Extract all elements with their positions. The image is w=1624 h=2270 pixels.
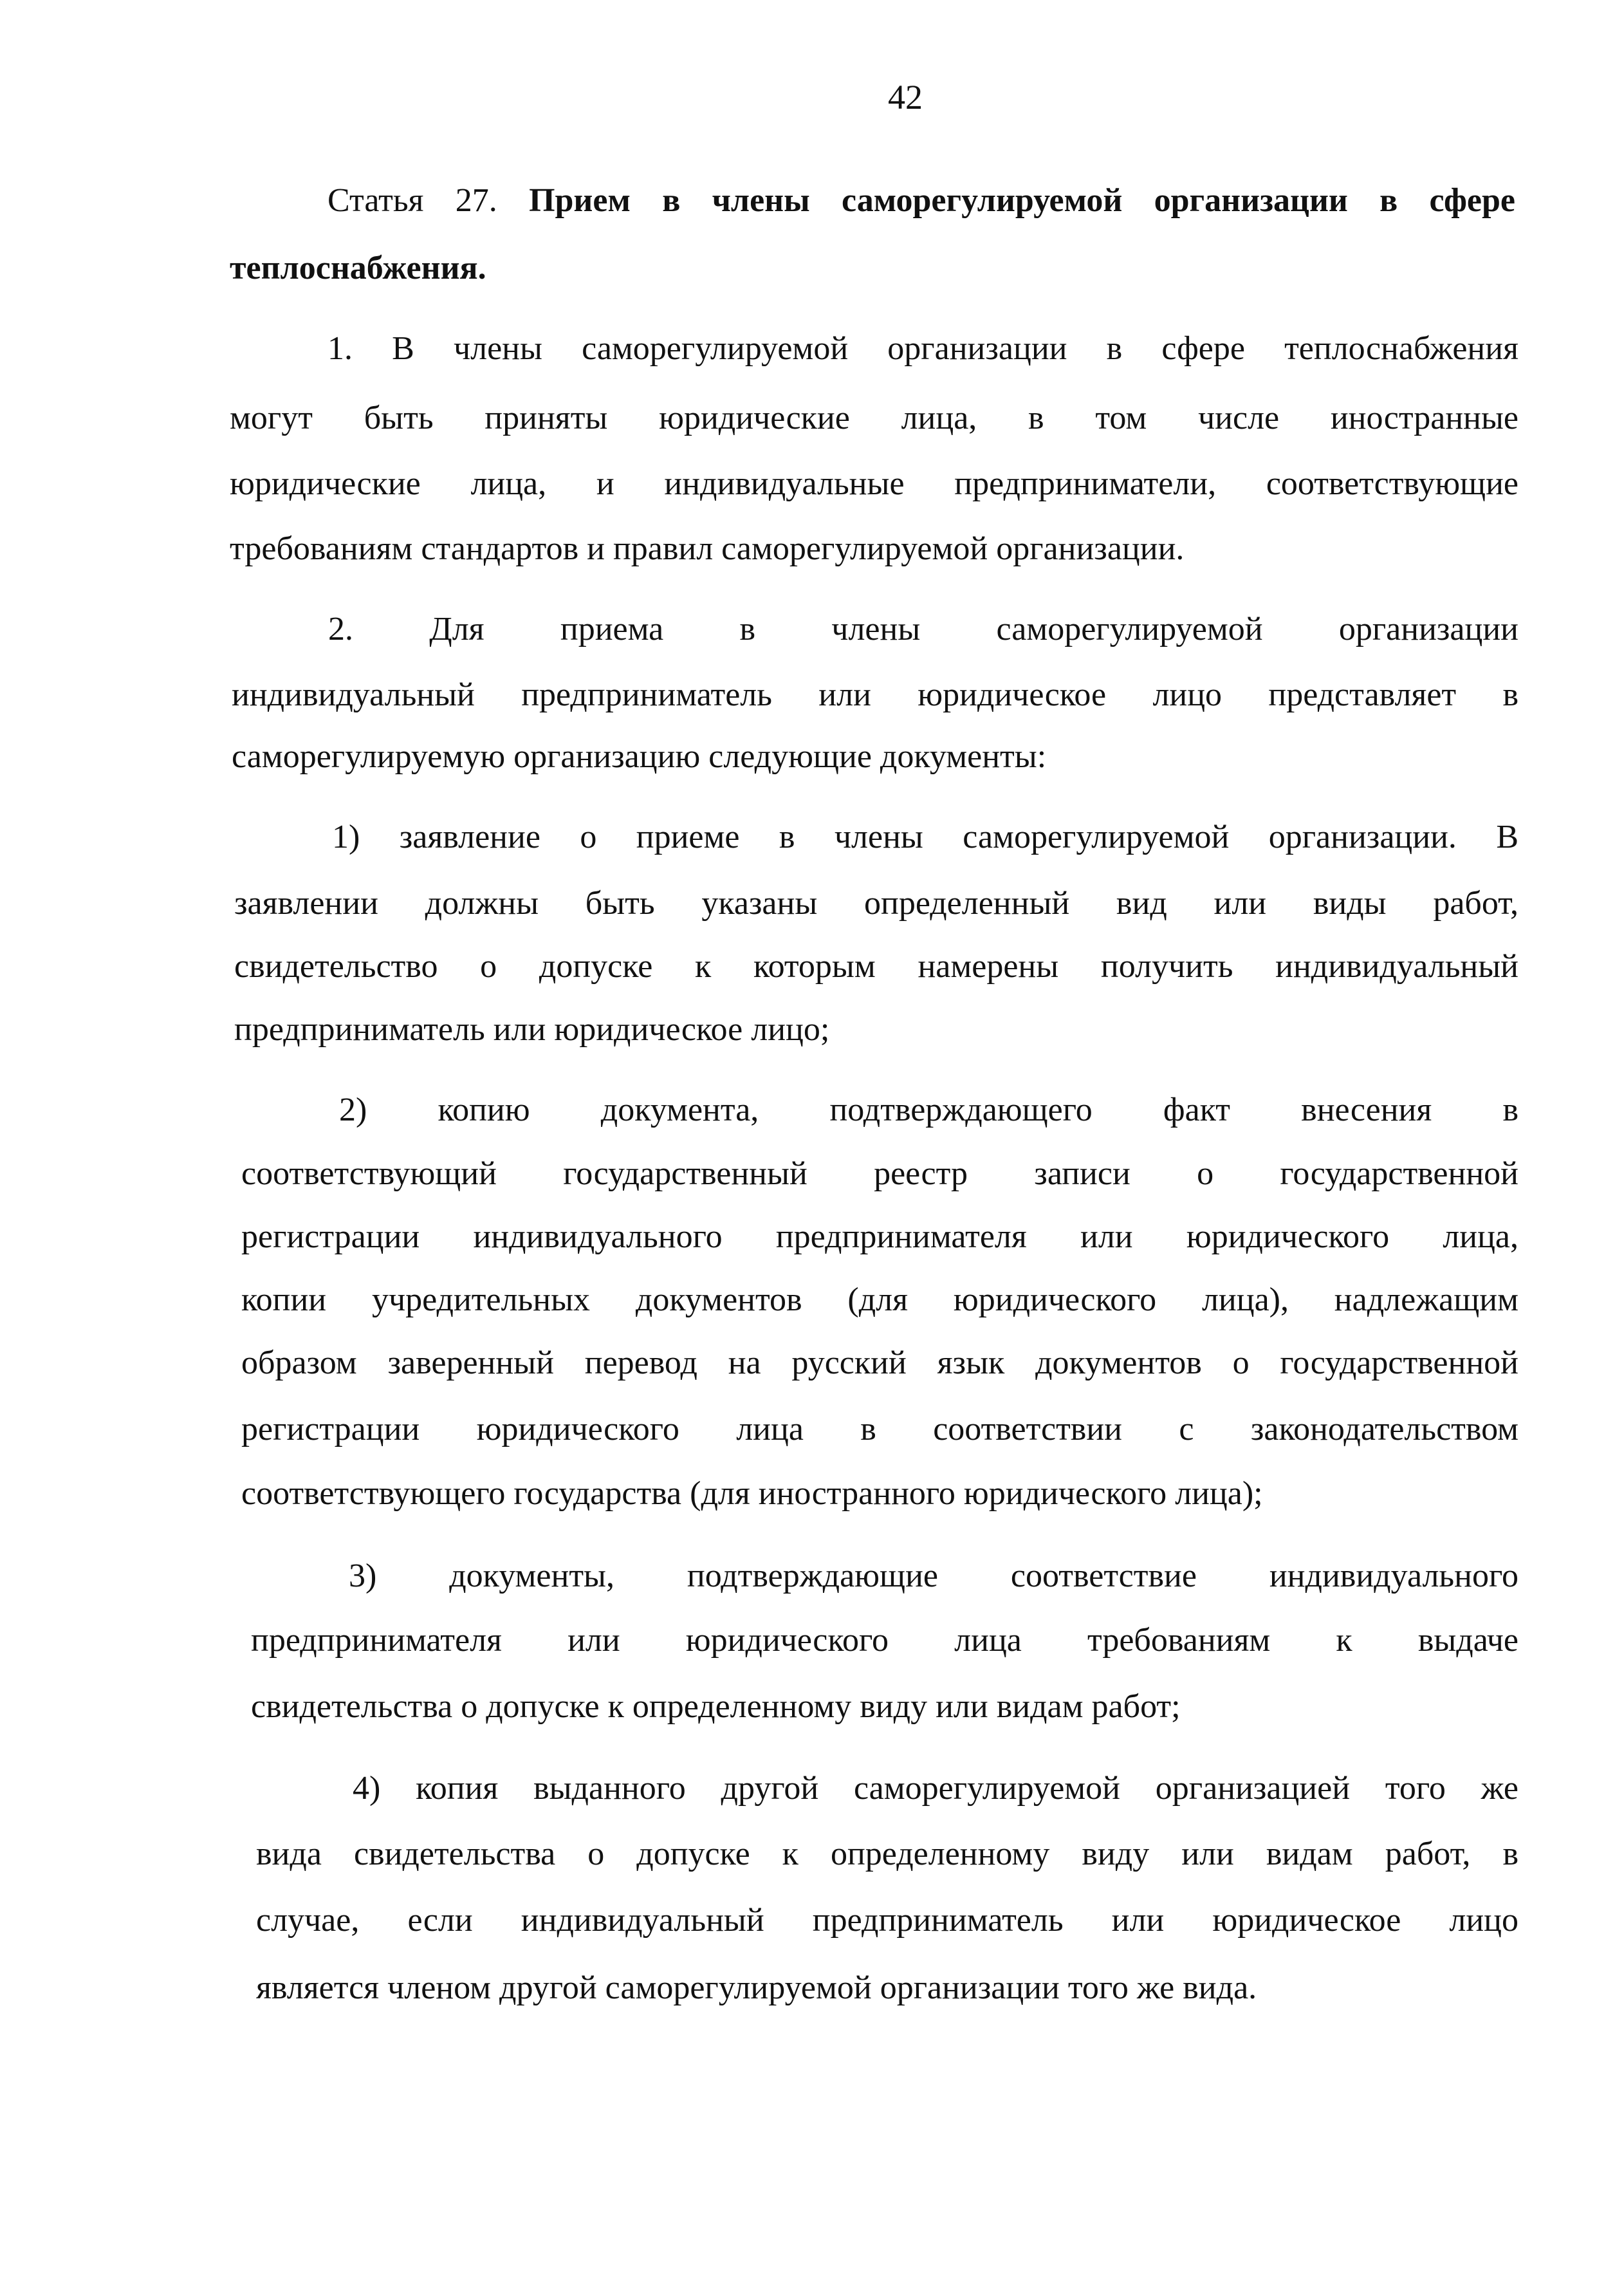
text-line: предпринимателя или юридического лица требованиям к выдаче	[251, 1622, 1518, 1659]
text-line: требованиям стандартов и правил саморегулируемой организации.	[230, 530, 1185, 567]
text-line: является членом другой саморегулируемой организации того же вида.	[256, 1969, 1257, 2006]
text-line: регистрации юридического лица в соответствии с законодательством	[241, 1411, 1518, 1447]
text-line: 3) документы, подтверждающие соответствие индивидуального	[349, 1558, 1518, 1594]
text-line: 1. В члены саморегулируемой организации в сфере теплоснабжения	[328, 330, 1518, 367]
text-line: предприниматель или юридическое лицо;	[234, 1011, 830, 1048]
text-line: заявлении должны быть указаны определенный вид или виды работ,	[234, 885, 1518, 922]
text-line: копии учредительных документов (для юридического лица), надлежащим	[241, 1281, 1518, 1318]
text-line: свидетельство о допуске к которым намерены получить индивидуальный	[234, 948, 1518, 985]
article-heading	[328, 181, 1515, 220]
text-line: случае, если индивидуальный предприниматель или юридическое лицо	[256, 1902, 1518, 1939]
article-number: Статья 27.	[328, 182, 530, 219]
text-line: вида свидетельства о допуске к определенному виду или видам работ, в	[256, 1836, 1518, 1872]
text-line: 4) копия выданного другой саморегулируемой организацией того же	[353, 1770, 1518, 1807]
article-title-line2: теплоснабжения.	[230, 250, 486, 286]
text-line: юридические лица, и индивидуальные предприниматели, соответствующие	[230, 465, 1518, 502]
text-line: могут быть приняты юридические лица, в том числе иностранные	[230, 400, 1518, 436]
text-line: индивидуальный предприниматель или юридическое лицо представляет в	[232, 676, 1518, 713]
text-line: саморегулируемую организацию следующие документы:	[232, 738, 1047, 775]
text-line: соответствующий государственный реестр записи о государственной	[241, 1155, 1518, 1192]
text-line: образом заверенный перевод на русский язык документов о государственной	[241, 1344, 1518, 1381]
text-line: соответствующего государства (для иностранного юридического лица);	[241, 1475, 1263, 1512]
page-number: 42	[888, 78, 923, 116]
text-line: 2. Для приема в члены саморегулируемой организации	[328, 611, 1518, 647]
text-line: свидетельства о допуске к определенному виду или видам работ;	[251, 1688, 1181, 1725]
article-title-continued	[230, 249, 486, 288]
text-line: 2) копию документа, подтверждающего факт внесения в	[339, 1092, 1518, 1128]
article-title: Прием в члены саморегулируемой организации в сфере	[529, 182, 1515, 219]
text-line: регистрации индивидуального предпринимателя или юридического лица,	[241, 1218, 1518, 1255]
text-line: 1) заявление о приеме в члены саморегулируемой организации. В	[332, 819, 1518, 855]
